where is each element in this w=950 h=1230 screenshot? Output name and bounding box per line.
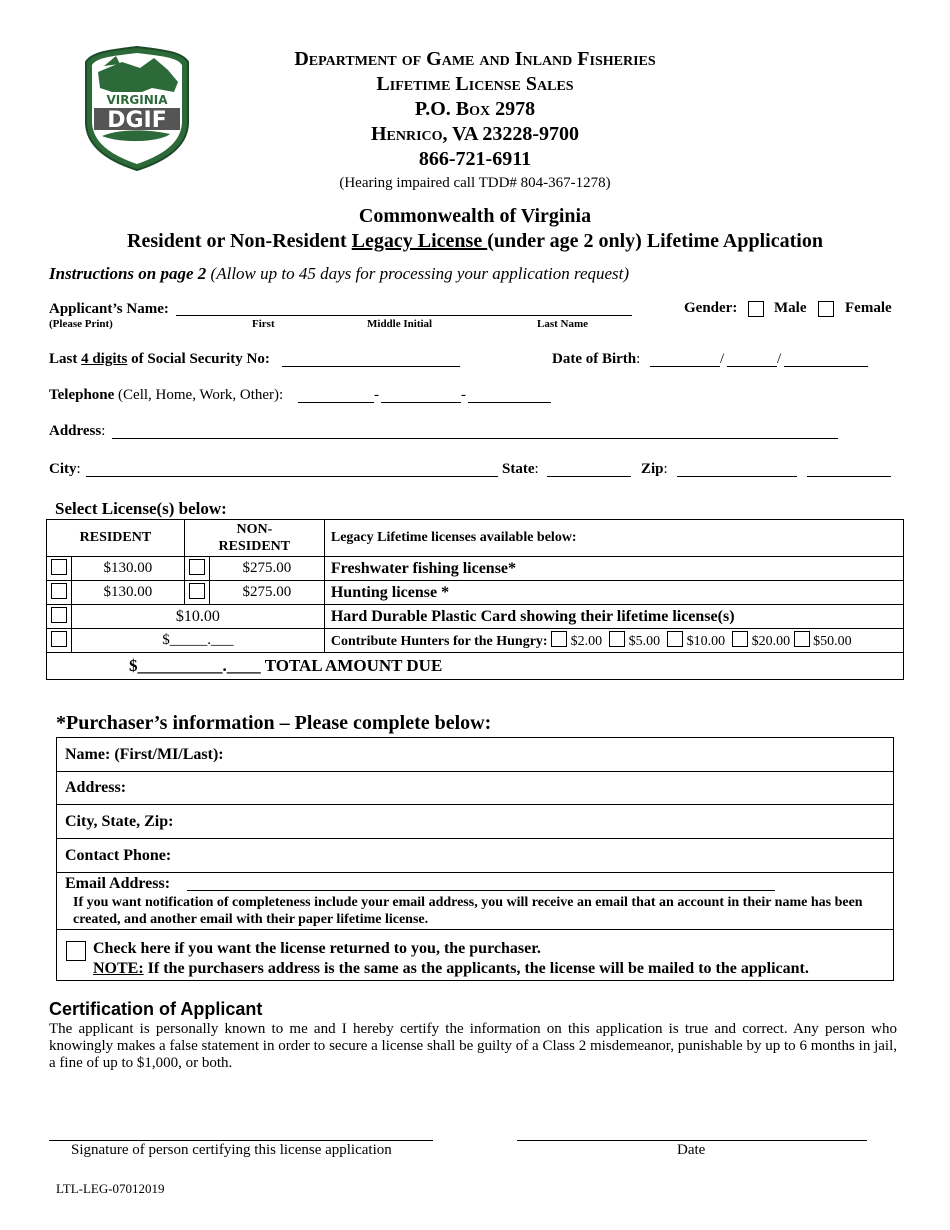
purchaser-name-label: Name: (First/MI/Last): xyxy=(65,746,224,763)
nonresident-header: NON- RESIDENT xyxy=(184,520,324,557)
card-price: $10.00 xyxy=(72,605,325,629)
license-label: Freshwater fishing license* xyxy=(324,557,903,581)
license-row-hunters xyxy=(47,629,904,653)
license-row-card xyxy=(47,605,904,629)
ssn-label: Last 4 digits of Social Security No: xyxy=(49,351,270,367)
license-row-hunting xyxy=(47,581,904,605)
card-label: Hard Durable Plastic Card showing their lifetime license(s) xyxy=(324,605,903,629)
phone-dash: - xyxy=(461,387,466,403)
applicant-name-label: Applicant’s Name: xyxy=(49,301,169,317)
hunters-options: Contribute Hunters for the Hungry: $2.00 $5.00 $10.00 $20.00 $50.00 xyxy=(324,629,903,653)
dob-month-field[interactable] xyxy=(650,366,720,367)
ssn-field[interactable] xyxy=(282,366,460,367)
nonresident-price: $275.00 xyxy=(209,557,324,581)
certification-text: The applicant is personally known to me and I hereby certify the information on this application is true and correct. Any person who knowingly makes a false statement in order to secure a license shall be guilty of a Class 2 misdemeanor, punishable by up to 6 months in jail, a fine of up to $1,000, or both. xyxy=(49,1021,897,1071)
telephone-label: Telephone (Cell, Home, Work, Other): xyxy=(49,387,284,403)
license-table xyxy=(46,519,904,680)
sales-office: Lifetime License Sales xyxy=(376,73,574,95)
certification-title: Certification of Applicant xyxy=(49,999,263,1019)
signature-field[interactable] xyxy=(49,1140,433,1141)
state-field[interactable] xyxy=(547,476,631,477)
resident-hunting-checkbox[interactable] xyxy=(51,583,67,599)
zip-label: Zip: xyxy=(641,461,668,477)
phone-number: 866-721-6911 xyxy=(418,148,532,170)
applicant-name-field[interactable] xyxy=(176,315,632,316)
license-label: Hunting license * xyxy=(324,581,903,605)
purchaser-address-label: Address: xyxy=(65,779,127,796)
form-title-1: Commonwealth of Virginia xyxy=(358,205,592,227)
resident-price: $130.00 xyxy=(72,557,185,581)
hunters-2-checkbox[interactable] xyxy=(551,631,567,647)
total-row xyxy=(47,653,904,680)
dob-slash: / xyxy=(720,351,725,367)
dob-label: Date of Birth: xyxy=(552,351,641,367)
return-label: Check here if you want the license returned to you, the purchaser. xyxy=(93,940,541,957)
date-field[interactable] xyxy=(517,1140,867,1141)
hunters-5-checkbox[interactable] xyxy=(609,631,625,647)
last-label: Last Name xyxy=(537,318,589,330)
city-label: City: xyxy=(49,461,81,477)
form-title-2: Resident or Non-Resident Legacy License (under age 2 only) Lifetime Application xyxy=(127,230,823,252)
card-checkbox[interactable] xyxy=(51,607,67,623)
phone-dash: - xyxy=(374,387,379,403)
purchaser-email-row xyxy=(56,873,894,930)
please-print-label: (Please Print) xyxy=(49,318,113,330)
total-label: TOTAL AMOUNT DUE xyxy=(264,656,443,675)
male-label: Male xyxy=(774,300,807,316)
resident-fishing-checkbox[interactable] xyxy=(51,559,67,575)
license-row-fishing xyxy=(47,557,904,581)
female-checkbox[interactable] xyxy=(818,301,834,317)
purchaser-section-title: *Purchaser’s information – Please complete below: xyxy=(56,712,492,734)
nonresident-fishing-checkbox[interactable] xyxy=(189,559,205,575)
tdd-note: (Hearing impaired call TDD# 804-367-1278) xyxy=(339,175,611,191)
dept-name: Department of Game and Inland Fisheries xyxy=(294,48,656,70)
date-label: Date xyxy=(677,1142,706,1158)
purchaser-city-label: City, State, Zip: xyxy=(65,813,174,830)
hunters-10-checkbox[interactable] xyxy=(667,631,683,647)
city-field[interactable] xyxy=(86,476,498,477)
purchaser-email-field[interactable] xyxy=(187,890,775,891)
instructions: Instructions on page 2 (Allow up to 45 days for processing your application request) xyxy=(49,264,630,283)
total-amount[interactable]: $__________.____ xyxy=(129,656,261,675)
po-box: P.O. Box 2978 xyxy=(414,98,536,120)
hunters-50-checkbox[interactable] xyxy=(794,631,810,647)
available-header: Legacy Lifetime licenses available below: xyxy=(324,520,903,557)
zip-field[interactable] xyxy=(677,476,797,477)
dob-year-field[interactable] xyxy=(784,366,868,367)
dgif-logo xyxy=(82,44,192,172)
purchaser-phone-label: Contact Phone: xyxy=(65,847,172,864)
return-to-purchaser-checkbox[interactable] xyxy=(66,941,86,961)
city-address: Henrico, VA 23228-9700 xyxy=(370,123,580,145)
purchaser-phone-row[interactable] xyxy=(56,839,894,873)
first-label: First xyxy=(252,318,275,330)
purchaser-city-row[interactable] xyxy=(56,805,894,839)
resident-header: RESIDENT xyxy=(47,520,185,557)
female-label: Female xyxy=(845,300,892,316)
phone-line-field[interactable] xyxy=(468,402,551,403)
hunters-20-checkbox[interactable] xyxy=(732,631,748,647)
state-label: State: xyxy=(502,461,539,477)
phone-area-field[interactable] xyxy=(298,402,374,403)
dob-slash: / xyxy=(777,351,782,367)
signature-label: Signature of person certifying this license application xyxy=(71,1142,392,1158)
nonresident-price: $275.00 xyxy=(209,581,324,605)
zip-ext-field[interactable] xyxy=(807,476,891,477)
purchaser-name-row[interactable] xyxy=(56,737,894,772)
address-label: Address: xyxy=(49,423,106,439)
return-note: NOTE: If the purchasers address is the same as the applicants, the license will be mailed to the applicant. xyxy=(93,960,809,977)
gender-label: Gender: xyxy=(684,300,738,316)
middle-label: Middle Initial xyxy=(367,318,433,330)
dob-day-field[interactable] xyxy=(727,366,777,367)
license-section-title: Select License(s) below: xyxy=(55,499,227,518)
hunters-checkbox[interactable] xyxy=(51,631,67,647)
logo-text-virginia: VIRGINIA xyxy=(106,93,168,107)
address-field[interactable] xyxy=(112,438,838,439)
nonresident-hunting-checkbox[interactable] xyxy=(189,583,205,599)
resident-price: $130.00 xyxy=(72,581,185,605)
purchaser-return-row xyxy=(56,930,894,981)
male-checkbox[interactable] xyxy=(748,301,764,317)
email-note: If you want notification of completeness include your email address, you will receive an email that an account in their name has been created, and another email with their paper lifetime license. xyxy=(73,895,863,927)
phone-prefix-field[interactable] xyxy=(381,402,461,403)
hunters-amount: $_____.___ xyxy=(72,629,325,653)
purchaser-email-label: Email Address: xyxy=(65,875,171,892)
form-code: LTL-LEG-07012019 xyxy=(56,1181,165,1196)
logo-text-dgif: DGIF xyxy=(107,108,167,133)
purchaser-address-row[interactable] xyxy=(56,771,894,805)
